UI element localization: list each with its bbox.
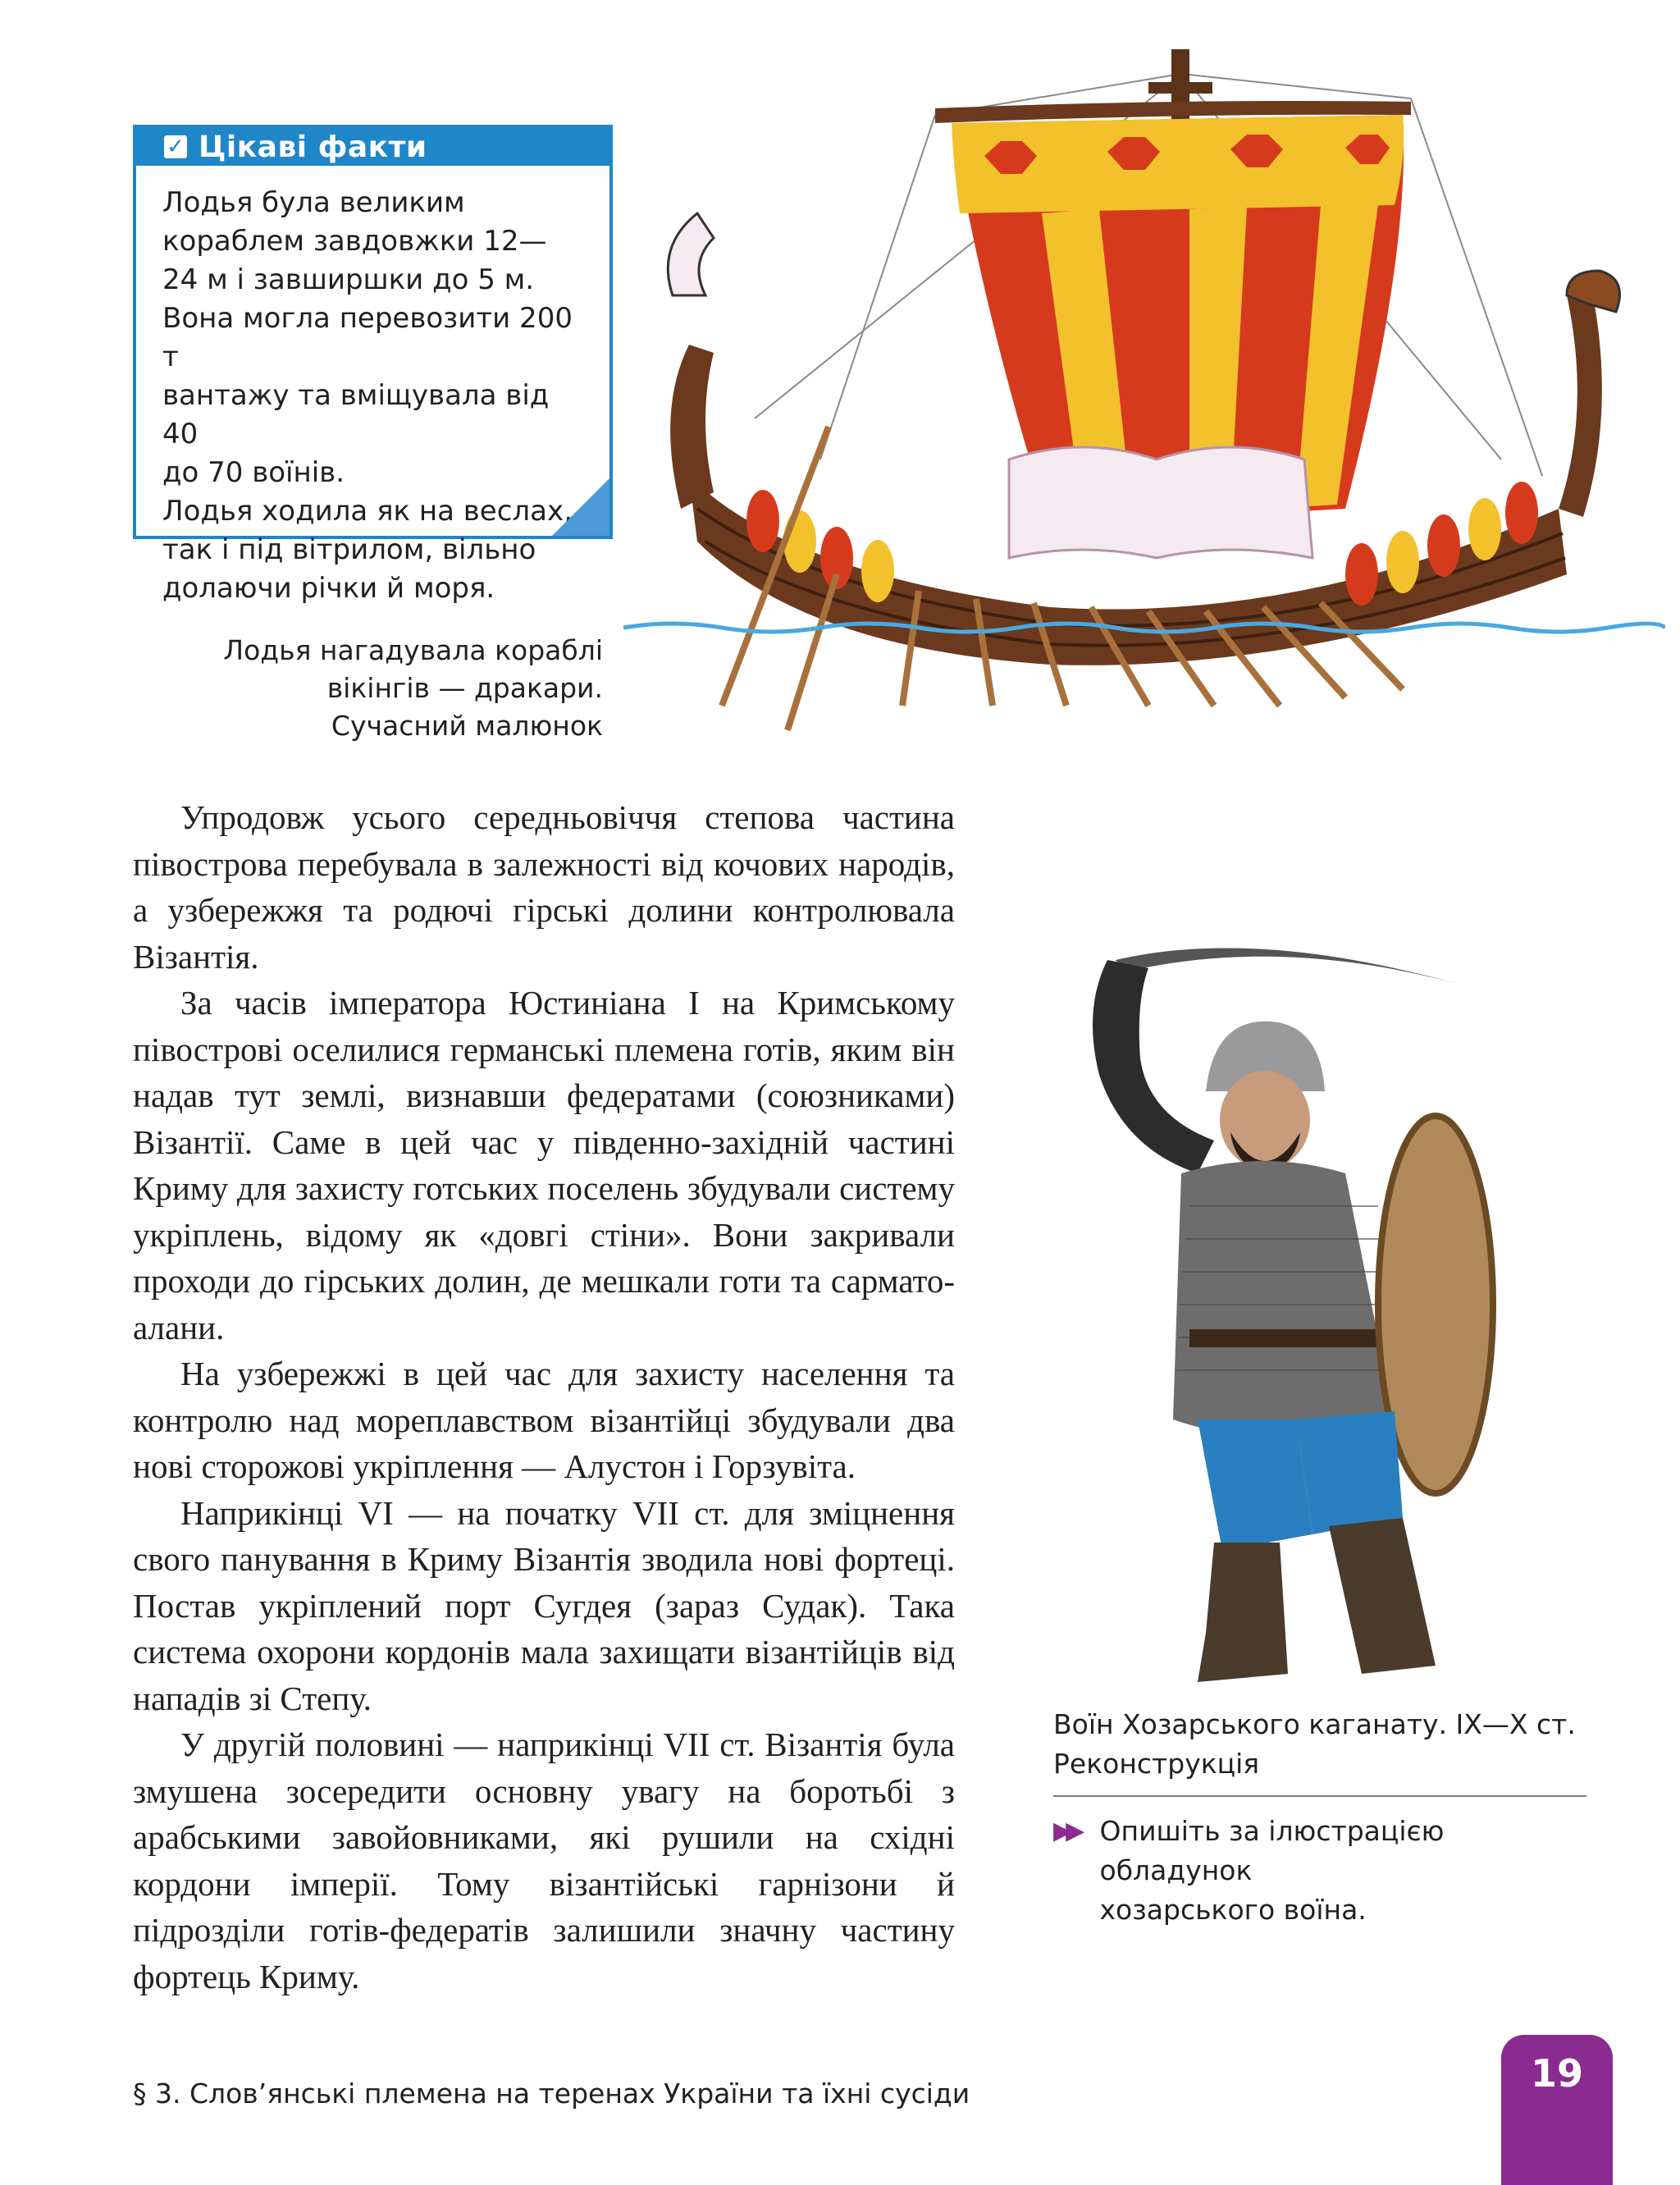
- left-boot: [1198, 1543, 1288, 1682]
- facts-line: кораблем завдовжки 12—: [162, 225, 547, 258]
- body-paragraph: На узбережжі в цей час для захисту населення та контролю над мореплавством візантійці збудували два нові сторожові укріплення — Алустон і Горзувіта.: [133, 1355, 955, 1485]
- stern-post: [670, 345, 714, 509]
- stern-figurehead: [668, 213, 714, 295]
- facts-line: Вона могла перевозити 200 т: [162, 302, 573, 373]
- task-line: хозарського воїна.: [1099, 1894, 1367, 1926]
- checkbox-icon: ✓: [164, 135, 187, 158]
- facts-line: так і під вітрилом, вільно: [162, 533, 536, 566]
- task-block: [1053, 1812, 1586, 1930]
- caption-divider: [1053, 1795, 1586, 1797]
- warrior-caption: [1053, 1705, 1578, 1784]
- caption-line: Сучасний малюнок: [331, 710, 603, 742]
- page-number: 19: [1530, 2051, 1583, 2096]
- caption-line: Лодья нагадувала кораблі: [223, 634, 603, 666]
- double-arrow-icon: ▶▶: [1053, 1817, 1079, 1845]
- interesting-facts-box: [133, 125, 613, 605]
- face: [1220, 1071, 1310, 1169]
- footer-section-title: § 3. Слов’янські племена на теренах України та їхні сусіди: [133, 2078, 970, 2110]
- viking-ship-illustration: [623, 49, 1665, 738]
- facts-line: Лодья ходила як на веслах,: [162, 495, 573, 528]
- facts-line: долаючи річки й моря.: [162, 572, 495, 605]
- right-trouser: [1296, 1411, 1403, 1534]
- facts-title: Цікаві факти: [199, 130, 427, 164]
- body-paragraph: Упродовж усього середньовіччя степова частина півострова перебувала в залежності від кочових народів, а узбережжя та родючі гірські долини контролювала Візантія.: [133, 798, 955, 976]
- caption-line: Воїн Хозарського каганату. IX—X ст.: [1053, 1708, 1576, 1740]
- facts-paragraph-1: [162, 184, 585, 492]
- facts-header: [136, 128, 609, 166]
- task-line: Опишіть за ілюстрацією обладунок: [1099, 1815, 1445, 1886]
- chainmail-armor: [1173, 1161, 1395, 1436]
- facts-paragraph-2: [162, 492, 585, 608]
- facts-line: вантажу та вміщувала від 40: [162, 379, 550, 450]
- sword-blade: [1116, 948, 1460, 985]
- corner-fold-decoration: [552, 478, 609, 536]
- main-body-text: [133, 794, 955, 2000]
- body-paragraph: У другій половині — наприкінці VII ст. Візантія була змушена зосередити основну увагу на боротьбі з арабськими завойовниками, які рушили на східні кордони імперії. Тому візантійські гарнізони й підрозділи готів-федератів залишили значну частину фортець Криму.: [133, 1726, 955, 1995]
- right-boot: [1329, 1518, 1436, 1674]
- facts-line: до 70 воїнів.: [162, 456, 345, 489]
- mast-top: [1148, 82, 1212, 94]
- body-paragraph: За часів імператора Юстиніана I на Кримському півострові оселилися германські племена готів, яким він надав тут землі, визнавши федератами (союзниками) Візантії. Саме в цей час у південно-західній частині Криму для захисту готських поселень збудували систему укріплень, відому як «довгі стіни». Вони закривали проходи до гірських долин, де мешкали готи та сармато-алани.: [133, 984, 955, 1346]
- belt: [1189, 1329, 1386, 1347]
- caption-line: Реконструкція: [1053, 1748, 1260, 1780]
- facts-line: 24 м і завширшки до 5 м.: [162, 263, 535, 296]
- left-trouser: [1198, 1419, 1312, 1551]
- facts-body: [136, 166, 609, 608]
- furled-sail: [1009, 447, 1312, 558]
- facts-line: Лодья була великим: [162, 186, 465, 219]
- ship-caption: [176, 632, 603, 745]
- khazar-warrior-photo: [1050, 911, 1575, 1690]
- body-paragraph: Наприкінці VI — на початку VII ст. для зміцнення свого панування в Криму Візантія зводила нові фортеці. Постав укріплений порт Сугдея (зараз Судак). Така система охорони кордонів мала захищати візантійців від нападів зі Степу.: [133, 1493, 955, 1717]
- raised-arm-glove: [1093, 960, 1214, 1173]
- page-number-tab: [1501, 2035, 1613, 2185]
- task-text: [1100, 1812, 1586, 1930]
- caption-line: вікінгів — дракари.: [326, 672, 603, 704]
- prow-post: [1559, 287, 1602, 517]
